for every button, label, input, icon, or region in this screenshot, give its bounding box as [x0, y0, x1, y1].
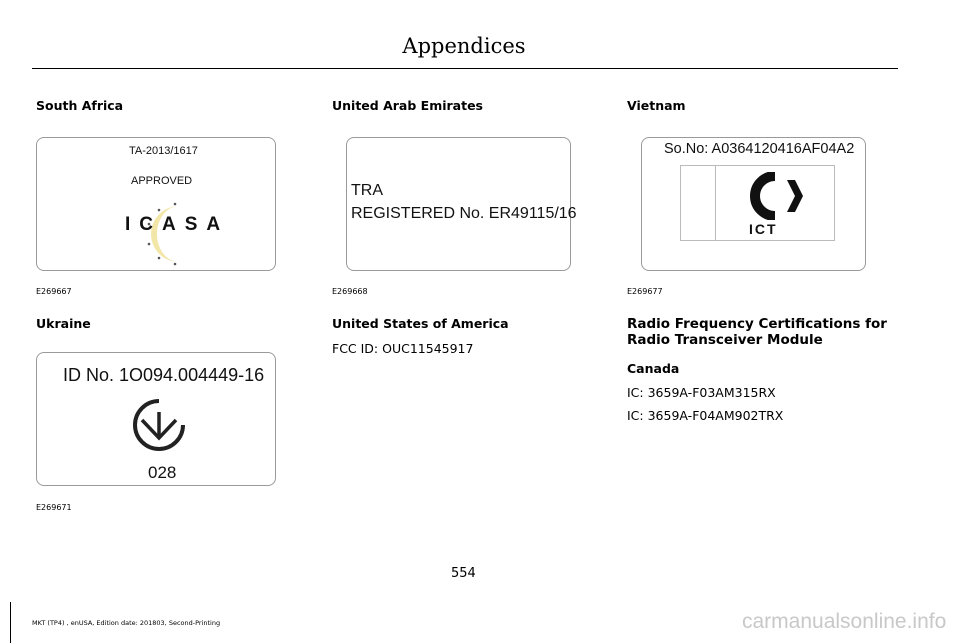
footer-crop-mark: [10, 602, 11, 643]
ukraine-id-number: ID No. 1O094.004449-16: [63, 365, 265, 385]
usa-heading: United States of America: [332, 316, 509, 331]
south-africa-heading: South Africa: [36, 98, 124, 113]
uae-heading: United Arab Emirates: [332, 98, 484, 113]
footer-edition-text: MKT (TP4) , enUSA, Edition date: 201803, Second-Printing: [32, 619, 221, 627]
uae-registered-number: REGISTERED No. ER49115/16: [351, 205, 577, 222]
ukraine-heading: Ukraine: [36, 316, 91, 331]
canada-subheading: Canada: [627, 361, 680, 376]
canada-ic-1: IC: 3659A-F03AM315RX: [627, 385, 776, 400]
ict-logo-divider: [715, 166, 716, 240]
watermark-text: carmanualsonline.info: [742, 610, 947, 633]
south-africa-image-code: E269667: [36, 287, 72, 296]
page-number: 554: [451, 566, 476, 581]
ukraine-number: 028: [148, 463, 177, 482]
ict-logo-text: ICT: [749, 221, 778, 237]
south-africa-ta-number: TA-2013/1617: [129, 145, 198, 157]
uae-image-code: E269668: [332, 287, 368, 296]
vietnam-image-code: E269677: [627, 287, 663, 296]
header-divider: [32, 68, 898, 69]
ukraine-image-code: E269671: [36, 503, 72, 512]
ict-logo-icon: [743, 172, 813, 220]
vietnam-label-image: [641, 137, 866, 271]
uae-label-image: [346, 137, 577, 271]
usa-fcc-id: FCC ID: OUC11545917: [332, 341, 474, 356]
page-title: Appendices: [402, 34, 526, 58]
vietnam-so-number: So.No: A0364120416AF04A2: [664, 141, 855, 157]
south-africa-label-image: [36, 137, 276, 271]
uae-tra: TRA: [351, 182, 383, 199]
south-africa-approved: APPROVED: [131, 175, 193, 187]
rf-module-heading-line2: Radio Transceiver Module: [627, 332, 823, 348]
rf-module-heading-line1: Radio Frequency Certifications for: [627, 316, 887, 332]
ukraine-conformity-mark-icon: [132, 398, 186, 452]
vietnam-heading: Vietnam: [627, 98, 686, 113]
icasa-logo-text: ICASA: [125, 214, 230, 235]
ukraine-label-image: [36, 352, 276, 486]
rf-module-heading: [627, 316, 887, 348]
ict-logo-frame: [680, 165, 835, 241]
canada-ic-2: IC: 3659A-F04AM902TRX: [627, 408, 784, 423]
